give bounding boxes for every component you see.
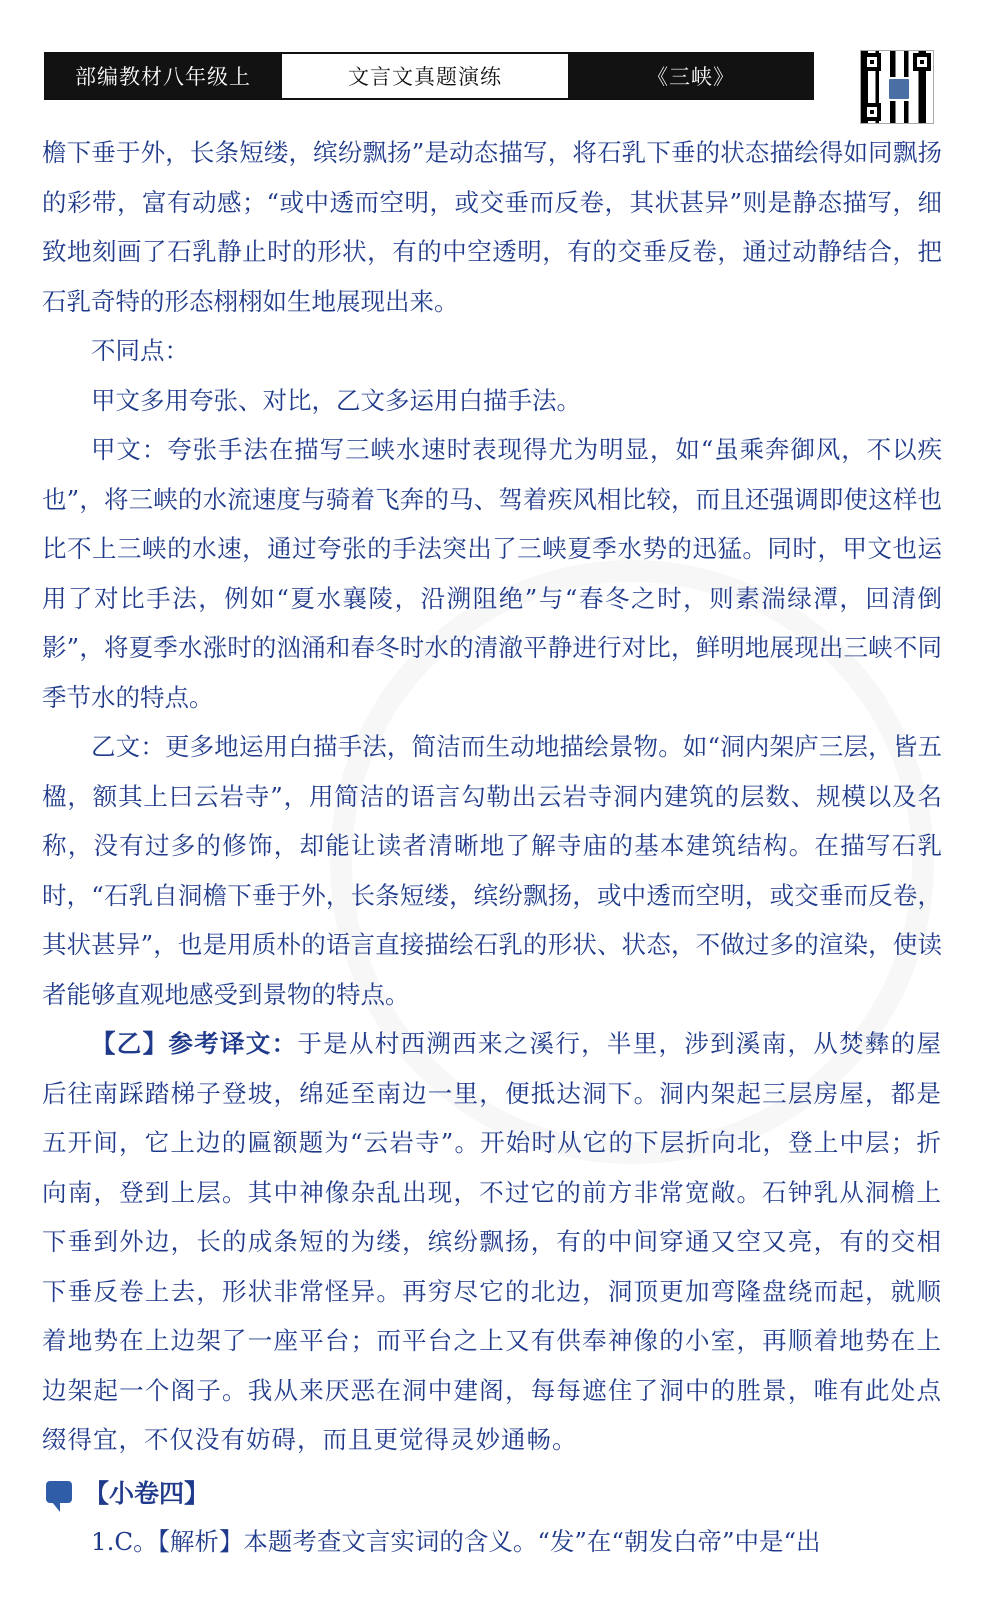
header-grade-label: 部编教材八年级上 <box>46 54 280 98</box>
qr-center-logo <box>887 77 911 101</box>
translation-body: 于是从村西溯西来之溪行，半里，涉到溪南，从焚彝的屋后往南踩踏梯子登坡，绵延至南边一里，便抵达洞下。洞内架起三层房屋，都是五开间，它上边的匾额题为“云岩寺”。开始时从它的下层折向北，登上中层；折向南，登到上层。其中神像杂乱出现，不过它的前方非常宽敞。石钟乳从洞檐上下垂到外边，长的成条短的为缕，缤纷飘扬，有的中间穿通又空又亮，有的交相下垂反卷上去，形状非常怪异。再穷尽它的北边，洞顶更加弯隆盘绕而起，就顺着地势在上边架了一座平台；而平台之上又有供奉神像的小室，再顺着地势在上边架起一个阁子。我从来厌恶在洞中建阁，每每遮住了洞中的胜景，唯有此处点缀得宜，不仅没有妨碍，而且更觉得灵妙通畅。 <box>42 1029 942 1454</box>
qr-code[interactable] <box>860 50 934 124</box>
chat-bubble-icon <box>46 1481 72 1503</box>
paragraph-differences-heading: 不同点： <box>91 336 189 365</box>
qr-finder-bottom-left <box>863 103 881 121</box>
question-answer-line: 1.C。【解析】本题考查文言实词的含义。“发”在“朝发白帝”中是“出 <box>91 1526 821 1556</box>
paragraph-text-b: 乙文：更多地运用白描手法，简洁而生动地描绘景物。如“洞内架庐三层，皆五楹，额其上曰云岩寺”，用简洁的语言勾勒出云岩寺洞内建筑的层数、规模以及名称，没有过多的修饰，却能让读者清晰地了解寺庙的基本建筑结构。在描写石乳时，“石乳自洞檐下垂于外，长条短缕，缤纷飘扬，或中透而空明，或交垂而反卷，其状甚异”，也是用质朴的语言直接描绘石乳的形状、状态，不做过多的渲染，使读者能够直观地感受到景物的特点。 <box>42 732 942 1009</box>
paragraph-translation <box>42 1019 942 1465</box>
translation-label: 【乙】参考译文： <box>91 1029 298 1058</box>
qr-finder-top-right <box>913 53 931 71</box>
header-section-label: 文言文真题演练 <box>280 54 570 98</box>
qr-finder-top-left <box>863 53 881 71</box>
paragraph-differences-summary: 甲文多用夸张、对比，乙文多运用白描手法。 <box>91 385 581 415</box>
page-header <box>44 52 814 100</box>
page-content <box>42 128 942 1566</box>
section-title: 【小卷四】 <box>84 1478 210 1508</box>
paragraph-continued: 檐下垂于外，长条短缕，缤纷飘扬”是动态描写，将石乳下垂的状态描绘得如同飘扬的彩带，富有动感；“或中透而空明，或交垂而反卷，其状甚异”则是静态描写，细致地刻画了石乳静止时的形状，有的中空透明，有的交垂反卷，通过动静结合，把石乳奇特的形态栩栩如生地展现出来。 <box>42 138 942 316</box>
paragraph-text-a: 甲文：夸张手法在描写三峡水速时表现得尤为明显，如“虽乘奔御风，不以疾也”，将三峡的水流速度与骑着飞奔的马、驾着疾风相比较，而且还强调即使这样也比不上三峡的水速，通过夸张的手法突出了三峡夏季水势的迅猛。同时，甲文也运用了对比手法，例如“夏水襄陵，沿溯阻绝”与“春冬之时，则素湍绿潭，回清倒影”，将夏季水涨时的汹涌和春冬时水的清澈平静进行对比，鲜明地展现出三峡不同季节水的特点。 <box>42 435 942 712</box>
header-title-label: 《三峡》 <box>570 54 812 98</box>
section-heading <box>42 1467 942 1517</box>
